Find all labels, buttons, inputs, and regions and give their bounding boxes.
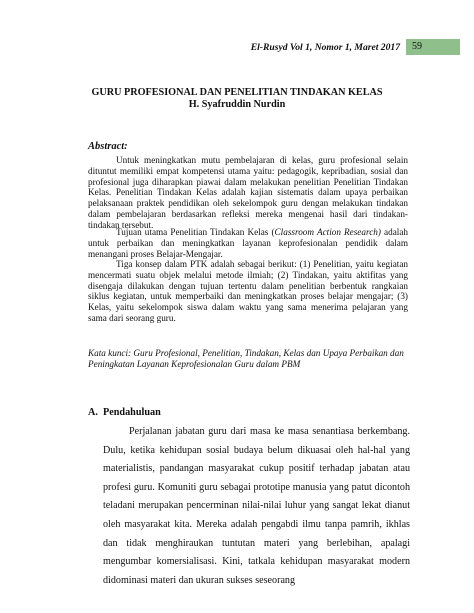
abstract-paragraph-3: [88, 259, 408, 324]
section-body: [103, 423, 410, 590]
abstract-text-2: [88, 227, 408, 259]
keywords: Kata kunci: Guru Profesional, Penelitian, Tindakan, Kelas dan Upaya Perbaikan dan Peningkatan Layanan Keprofesionalan Guru dalam PBM: [88, 348, 404, 369]
section-number: A.: [88, 407, 98, 418]
page-number-badge: 59: [406, 39, 460, 55]
abstract-heading: Abstract:: [88, 141, 128, 152]
abstract-text-2-end: adalah untuk perbaikan dan meningkatkan layanan keprofesionalan pendidik dalam menangani proses Belajar-Mengajar.: [88, 227, 409, 259]
article-author: H. Syafruddin Nurdin: [188, 99, 286, 110]
abstract-text-1: Untuk meningkatkan mutu pembelajaran di kelas, guru profesional selain dituntut memiliki empat kompetensi utama yaitu: pedagogik, kepribadian, sosial dan profesional juga diharapkan piawai dalam melakukan penelitian Penelitian Tindakan Kelas. Penelitian Tindakan Kelas adalah kajian sistematis dalam upaya perbaikan pelaksanaan praktek pendidikan oleh sekelompok guru dengan melakukan tindakan dalam pembelajaran berdasarkan refleksi mereka mengenai hasil dari tindakan-tindakan tersebut.: [88, 155, 408, 230]
section-heading: [88, 407, 161, 418]
journal-citation: El-Rusyd Vol 1, Nomor 1, Maret 2017: [250, 41, 400, 53]
abstract-paragraph-2: [88, 227, 408, 259]
abstract-text-2-italic: Classroom Action Research): [274, 227, 381, 237]
abstract-paragraph-1: [88, 155, 408, 231]
abstract-text-2-start: Tujuan utama Penelitian Tindakan Kelas (: [116, 227, 275, 237]
body-paragraph-1: Perjalanan jabatan guru dari masa ke masa senantiasa berkembang. Dulu, ketika kehidupan sosial budaya belum dikuasai oleh hal-hal yang materialistis, pandangan masyarakat cukup positif terhadap jabatan atau profesi guru. Komuniti guru sebagai prototipe manusia yang patut dicontoh teladani merupakan pencerminan nilai-nilai luhur yang sangat lekat dianut oleh masyarakat kita. Mereka adalah pengabdi ilmu tanpa pamrih, ikhlas dan tidak menghiraukan tuntutan materi yang berlebihan, apalagi mengumbar komersialisasi. Kini, tatkala kehidupan masyarakat modern didominasi materi dan ukuran sukses seseorang: [103, 426, 410, 586]
running-header: [251, 39, 460, 55]
article-title-block: [0, 87, 474, 111]
article-title: GURU PROFESIONAL DAN PENELITIAN TINDAKAN KELAS: [91, 87, 383, 98]
section-title: Pendahuluan: [103, 407, 161, 418]
abstract-text-3: Tiga konsep dalam PTK adalah sebagai berikut: (1) Penelitian, yaitu kegiatan mencermati suatu objek melalui metode ilmiah; (2) Tindakan, yaitu aktifitas yang disengaja dilakukan dengan tujuan tertentu dalam penelitian berbentuk rangkaian siklus kegiatan, untuk memperbaiki dan meningkatkan proses belajar mengajar; (3) Kelas, yaitu sekelompok siswa dalam waktu yang sama menerima pelajaran yang sama dari seorang guru.: [88, 259, 408, 323]
